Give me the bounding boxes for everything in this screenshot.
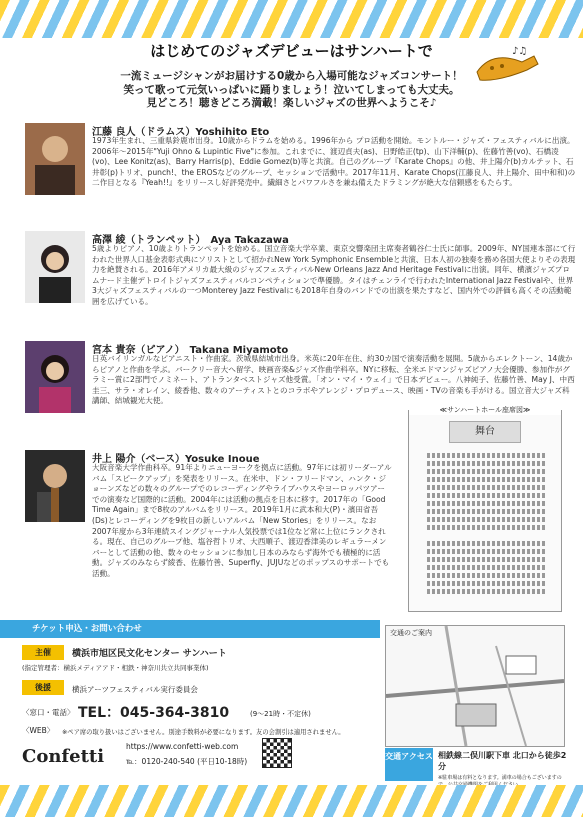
artist-name: 高澤 綾（トランペット） Aya Takazawa bbox=[92, 235, 289, 246]
top-stripe-band bbox=[0, 0, 583, 38]
page-title: はじめてのジャズデビューはサンハートで bbox=[150, 42, 433, 60]
web-note: ※ペア席の取り扱いはございません。別途手数料が必要になります。友の会割引は適用されません。 bbox=[62, 729, 345, 736]
lead-line: 笑って歌って元気いっぱいに踊りましょう！泣いてしまっても大丈夫。 bbox=[123, 83, 460, 96]
artist-name: 江藤 良人（ドラムス）Yoshihito Eto bbox=[92, 127, 270, 138]
artist-photo bbox=[25, 341, 85, 413]
confetti-logo bbox=[18, 738, 118, 768]
map-title: 交通のご案内 bbox=[390, 629, 432, 637]
organizer-label: 主催 bbox=[22, 645, 64, 660]
tel-hours: (9～21時・不定休) bbox=[250, 710, 311, 718]
access-label: 交通アクセス bbox=[385, 748, 433, 781]
seat-map-title: ≪サンハートホール座席図≫ bbox=[409, 405, 561, 415]
artist-photo bbox=[25, 450, 85, 522]
access-text: 相鉄線二俣川駅下車 北口から徒歩2分 bbox=[438, 751, 567, 771]
ticket-header: チケット申込・お問い合わせ bbox=[0, 620, 380, 638]
lead-line: 見どころ！聴きどころ満載！楽しいジャズの世界へようこそ♪ bbox=[146, 97, 437, 109]
web-url[interactable]: https://www.confetti-web.com bbox=[126, 742, 239, 751]
stage-label: 舞台 bbox=[449, 421, 521, 443]
lead-text bbox=[0, 70, 583, 111]
artist-photo bbox=[25, 123, 85, 195]
access-map bbox=[385, 625, 565, 747]
lead-line: 一流ミュージシャンがお届けする0歳から入場可能なジャズコンサート！ bbox=[120, 70, 463, 82]
web-label: 〈WEB〉 bbox=[22, 726, 55, 735]
support-name: 横浜アーツフェスティバル実行委員会 bbox=[72, 685, 198, 694]
map-drawing bbox=[386, 626, 564, 746]
artist-photo bbox=[25, 231, 85, 303]
logo-text: Confetti bbox=[22, 746, 105, 767]
organizer-name: 横浜市旭区民文化センター サンハート bbox=[72, 649, 227, 659]
artist-bio: 1973年生まれ、三重県鈴鹿市出身。10歳からドラムを始める。1996年から プロ活動を開始。モントルー・ジャズ・フェスティバルに出演。2006年～2015年"Yuji Ohno & Lupintic Five"に参加。これまでに、渡辺貞夫(as)、日野皓正(tp)、山下洋輔(p)、佐藤竹善(vo)、石橋凌(vo)、Lee Konitz(as)、Barry Harris(p)、Eddie Gomez(b)等と共演。自己のグループ『Karate Chops』の他、井上陽介(b)カルテット、石井彰(p)トリオ、punch!、the EROSなどのグループ、セッションで活動中。2017年11月、Karate Chops(江藤良人、井上陽介、田中和和)の二作目となる『Yeah!!』をリリースし好評発売中。繊細さとパワフルさを兼ね備えたドラミングが絶大な信頼感をもたらす。 bbox=[92, 136, 576, 188]
free-dial[interactable]: ℡：0120-240-540 (平日10-18時) bbox=[126, 757, 248, 766]
bottom-stripe-band bbox=[0, 785, 583, 817]
seat-map bbox=[408, 406, 562, 612]
organizer-note: (指定管理者：横浜メディアアド・相鉄・神奈川共立共同事業体) bbox=[22, 664, 209, 672]
artist-name: 宮本 貴奈（ピアノ） Takana Miyamoto bbox=[92, 345, 289, 356]
support-label: 後援 bbox=[22, 680, 64, 695]
window-label: 〈窓口・電話〉 bbox=[22, 708, 75, 717]
artist-bio: 大阪音楽大学作曲科卒。91年よりニューヨークを拠点に活動。97年には初リーダーアルバム「スピークアップ」を発表をリリース。在米中、ドン・フリードマン、ハンク・ジョーンズなどの数々のグループでのレコーディングやライブハウスやヨーロッパツアーでの演奏など国際的に活動。2004年には活動の拠点を日本に移す。2017年の「Good Time Again」まで8枚のアルバムをリリース。2019年1月に武本和大(P)・濱田省吾(Ds)とレコーディングを9枚目の新しいアルバム「New Stories」をリリース。なお2007年度から3年連続スイングジャーナル人気投票では1位など常に上位にランクされる。現在、自己のグループ他、塩谷哲トリオ、大西順子、渡辺香津美のレギュラーメンバーとして活動の他、数々のセッションに参加し日本のみならず海外でも積極的に活動。ジャズのみならず綾香、佐藤竹善、Superfly、JUJUなどのポップスのサポートでも活動。 bbox=[92, 463, 392, 578]
qr-code[interactable] bbox=[262, 738, 292, 768]
artist-bio: 5歳よりピアノ、10歳よりトランペットを始める。国立音楽大学卒業、東京交響楽団主席奏者鶴谷仁士氏に師事。2009年、NY国連本部にて行われた世界人口基金表彰式典にソリストとして招かれNew York Symphonic Ensembleと共演、日本人初の独奏を務め各国大使よりその表現力を絶賛される。2016年アメリカ最大級のジャズフェスティバルNew Orleans Jazz And Heritage Festivalに出演。同年、横濱ジャズプロムナード主催デトロイトジャズフェスティバルコンペティションで準優勝。タイはチェンライで行われたInternational Jazz Festivalや、世界3大ジャズフェスティバルの一つMonterey Jazz Festivalにも2018年自身のバンドでの出演を果たすなど、国内外での評価も高くその活動範囲を広げている。 bbox=[92, 244, 576, 306]
artist-bio: 日英バイリンガルなピアニスト・作曲家。茨城県結城市出身。米英に20年在住、約30カ国で演奏活動を展開。5歳からエレクトーン、14歳からピアノと作曲を学ぶ。バークリー音大へ留学、映画音楽&ジャズ作曲学科卒。NYに移転、全米エドマンジャズピアノ大会優勝、参加作がグラミー賞に2部門でノミネート、アトランタベストジャズ他受賞。「オン・マイ・ウェイ」で日本デビュー。八神純子、佐藤竹善、May J、中西圭三、サラ・オレイン、綾香他、数々のアーティストとのコラボやアレンジ・プロデュース、映画・TVの音楽も手がける。国立音大ジャズ科講師、結城観光大使。 bbox=[92, 354, 575, 406]
access-note: ※駐車場は有料となります。満車の場合もございますの bbox=[438, 775, 562, 781]
artist-name: 井上 陽介（ベース）Yosuke Inoue bbox=[92, 454, 260, 465]
svg-text:♪♫: ♪♫ bbox=[512, 46, 528, 57]
tel-number[interactable]: TEL：045-364-3810 bbox=[78, 705, 230, 721]
